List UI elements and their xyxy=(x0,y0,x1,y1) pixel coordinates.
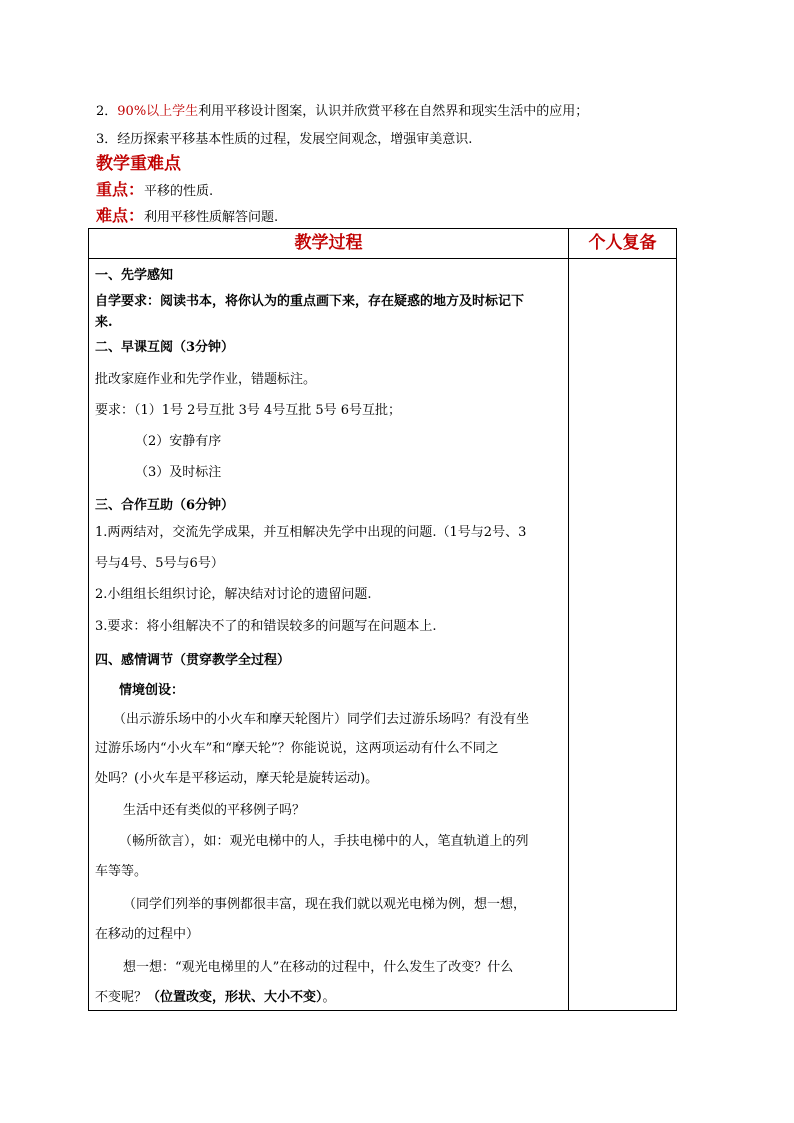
section-4-para-4-line-1: （同学们列举的事例都很丰富，现在我们就以观光电梯为例，想一想， xyxy=(123,897,527,912)
focus-text: 平移的性质. xyxy=(144,184,214,199)
section-4-para-1-line-2: 过游乐场内“小火车”和“摩天轮”？你能说说，这两项运动有什么不同之 xyxy=(95,741,499,756)
section-4-para-3-line-1: （畅所欲言），如：观光电梯中的人，手扶电梯中的人，笔直轨道上的列 xyxy=(119,834,529,849)
section-4-para-1-line-1: （出示游乐场中的小火车和摩天轮图片）同学们去过游乐场吗？有没有坐 xyxy=(113,712,530,727)
objective-item-2-prefix: 2． xyxy=(96,104,118,119)
focus-line xyxy=(96,181,213,201)
section-2-para-3: （2）安静有序 xyxy=(135,434,222,449)
section-4-para-2: 生活中还有类似的平移例子吗？ xyxy=(123,803,306,818)
section-2-para-4: （3）及时标注 xyxy=(135,465,222,480)
difficulty-label: 难点： xyxy=(96,206,145,225)
section-4-para-3-line-2: 车等等。 xyxy=(95,864,148,879)
focus-label: 重点： xyxy=(96,180,145,199)
difficulty-text: 利用平移性质解答问题. xyxy=(144,210,279,225)
section-1-title: 一、先学感知 xyxy=(95,268,174,283)
section-4-para-5-answer: （位置改变，形状、大小不变） xyxy=(147,990,323,1005)
section-4-para-4-line-2: 在移动的过程中） xyxy=(95,927,200,942)
section-3-para-1-line-1: 1.两两结对，交流先学成果，并互相解决先学中出现的问题.（1号与2号、3 xyxy=(95,525,527,540)
column-divider xyxy=(568,229,569,1010)
section-3-para-3: 3.要求：将小组解决不了的和错误较多的问题写在问题本上. xyxy=(95,619,437,634)
section-4-para-5-line-2 xyxy=(95,989,336,1007)
objective-item-3: 3．经历探索平移基本性质的过程，发展空间观念，增强审美意识. xyxy=(96,132,473,147)
key-points-heading: 教学重难点 xyxy=(96,154,181,174)
objective-item-2-highlight: 90%以上学生 xyxy=(117,104,199,119)
section-3-para-1-line-2: 号与4号、5号与6号） xyxy=(95,556,224,571)
section-3-para-2: 2.小组组长组织讨论，解决结对讨论的遗留问题. xyxy=(95,587,372,602)
section-2-para-2: 要求：（1）1号 2号互批 3号 4号互批 5号 6号互批； xyxy=(95,403,402,418)
section-1-requirement-line-1: 自学要求：阅读书本，将你认为的重点画下来，存在疑惑的地方及时标记下 xyxy=(95,294,525,309)
objective-item-2-rest: 利用平移设计图案，认识并欣赏平移在自然界和现实生活中的应用； xyxy=(198,104,589,119)
difficulty-line xyxy=(96,207,278,227)
section-3-title: 三、合作互助（6分钟） xyxy=(95,498,235,513)
header-personal-review: 个人复备 xyxy=(588,233,657,253)
lesson-process-table xyxy=(88,228,677,1011)
section-4-title: 四、感情调节（贯穿教学全过程） xyxy=(95,653,291,668)
objective-item-2 xyxy=(96,103,588,121)
section-4-subtitle: 情境创设： xyxy=(119,683,185,698)
section-4-para-5-line-1: 想一想：“观光电梯里的人”在移动的过程中，什么发生了改变？什么 xyxy=(123,960,514,975)
section-4-para-5-suffix: 。 xyxy=(322,990,336,1005)
section-4-para-1-line-3: 处吗？(小火车是平移运动，摩天轮是旋转运动)。 xyxy=(95,771,379,786)
section-1-requirement-line-2: 来. xyxy=(95,315,113,330)
section-2-title: 二、早课互阅（3分钟） xyxy=(95,340,235,355)
header-teaching-process: 教学过程 xyxy=(294,233,363,253)
section-2-para-1: 批改家庭作业和先学作业，错题标注。 xyxy=(95,372,317,387)
section-4-para-5-prefix: 不变呢？ xyxy=(95,990,148,1005)
